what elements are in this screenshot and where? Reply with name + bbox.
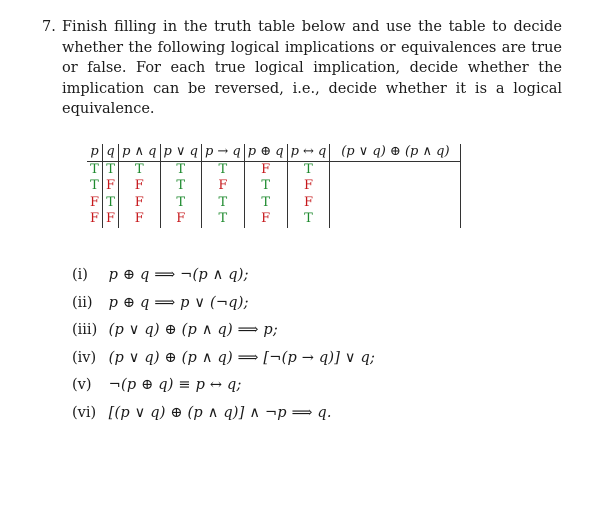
truth-table-cell [330,161,461,178]
truth-table-cell: T [201,211,244,228]
truth-table-cell: F [119,195,160,212]
truth-table-cell: F [87,195,103,212]
truth-table-row [87,211,461,228]
truth-table-cell: T [244,178,287,195]
truth-table-cell: T [201,161,244,178]
truth-table-cell: F [119,211,160,228]
item-expression: p ⊕ q ⟹ p ∨ (¬q); [108,294,249,311]
truth-table-cell: F [244,211,287,228]
truth-table-header-row [87,144,461,161]
truth-table-cell: T [160,161,201,178]
truth-table-cell: T [287,161,330,178]
statement-item [72,317,375,345]
truth-table-cell: T [244,195,287,212]
truth-table-cell: T [201,195,244,212]
truth-table-cell: T [87,178,103,195]
truth-table-cell: F [287,195,330,212]
truth-table-cell: F [87,211,103,228]
item-label: (ii) [72,294,93,311]
truth-table-cell: F [287,178,330,195]
header-p-iff-q: p ↔ q [287,144,330,161]
truth-table [87,144,461,228]
header-q: q [103,144,119,161]
item-expression: (p ∨ q) ⊕ (p ∧ q) ⟹ p; [108,322,278,338]
truth-table-cell: T [87,161,103,178]
truth-table-cell: T [160,178,201,195]
header-p-or-q: p ∨ q [160,144,201,161]
problem-number: 7. [42,19,56,35]
truth-table-cell: T [160,195,201,212]
truth-table-cell: F [244,161,287,178]
item-expression: [(p ∨ q) ⊕ (p ∧ q)] ∧ ¬p ⟹ q. [108,404,332,421]
header-p-implies-q: p → q [201,144,244,161]
truth-table-body [87,161,461,228]
statement-item [72,290,375,318]
truth-table-cell: T [287,211,330,228]
truth-table-cell: F [201,178,244,195]
truth-table-cell: F [103,178,119,195]
header-p-and-q: p ∧ q [119,144,160,161]
header-p-xor-q: p ⊕ q [244,144,287,161]
item-label: (iii) [72,322,98,338]
header-compound: (p ∨ q) ⊕ (p ∧ q) [330,144,461,161]
truth-table-cell [330,211,461,228]
truth-table-cell: T [103,161,119,178]
truth-table-row [87,178,461,195]
truth-table-row [87,161,461,178]
statement-item [72,262,375,290]
item-label: (v) [72,377,92,393]
statement-list [72,262,375,427]
truth-table-cell [330,195,461,212]
statement-item [72,345,375,373]
item-label: (vi) [72,404,97,421]
statement-item [72,372,375,400]
item-expression: ¬(p ⊕ q) ≡ p ↔ q; [108,377,242,393]
truth-table-cell [330,178,461,195]
header-p: p [87,144,103,161]
truth-table-cell: F [160,211,201,228]
item-expression: p ⊕ q ⟹ ¬(p ∧ q); [108,267,249,283]
truth-table-row [87,195,461,212]
item-expression: (p ∨ q) ⊕ (p ∧ q) ⟹ [¬(p → q)] ∨ q; [108,349,376,366]
truth-table-cell: F [103,211,119,228]
item-label: (i) [72,267,88,283]
truth-table-cell: T [119,161,160,178]
item-label: (iv) [72,349,97,366]
truth-table-cell: T [103,195,119,212]
statement-item [72,400,375,428]
truth-table-cell: F [119,178,160,195]
problem-text: Finish filling in the truth table below and use the table to decide whether the following logical implications or equivalences are true or false. For each true logical implication, decide whether the implication can be reversed, i.e., decide whether it is a logical equivalence. [62,19,562,117]
problem-statement [42,17,562,120]
